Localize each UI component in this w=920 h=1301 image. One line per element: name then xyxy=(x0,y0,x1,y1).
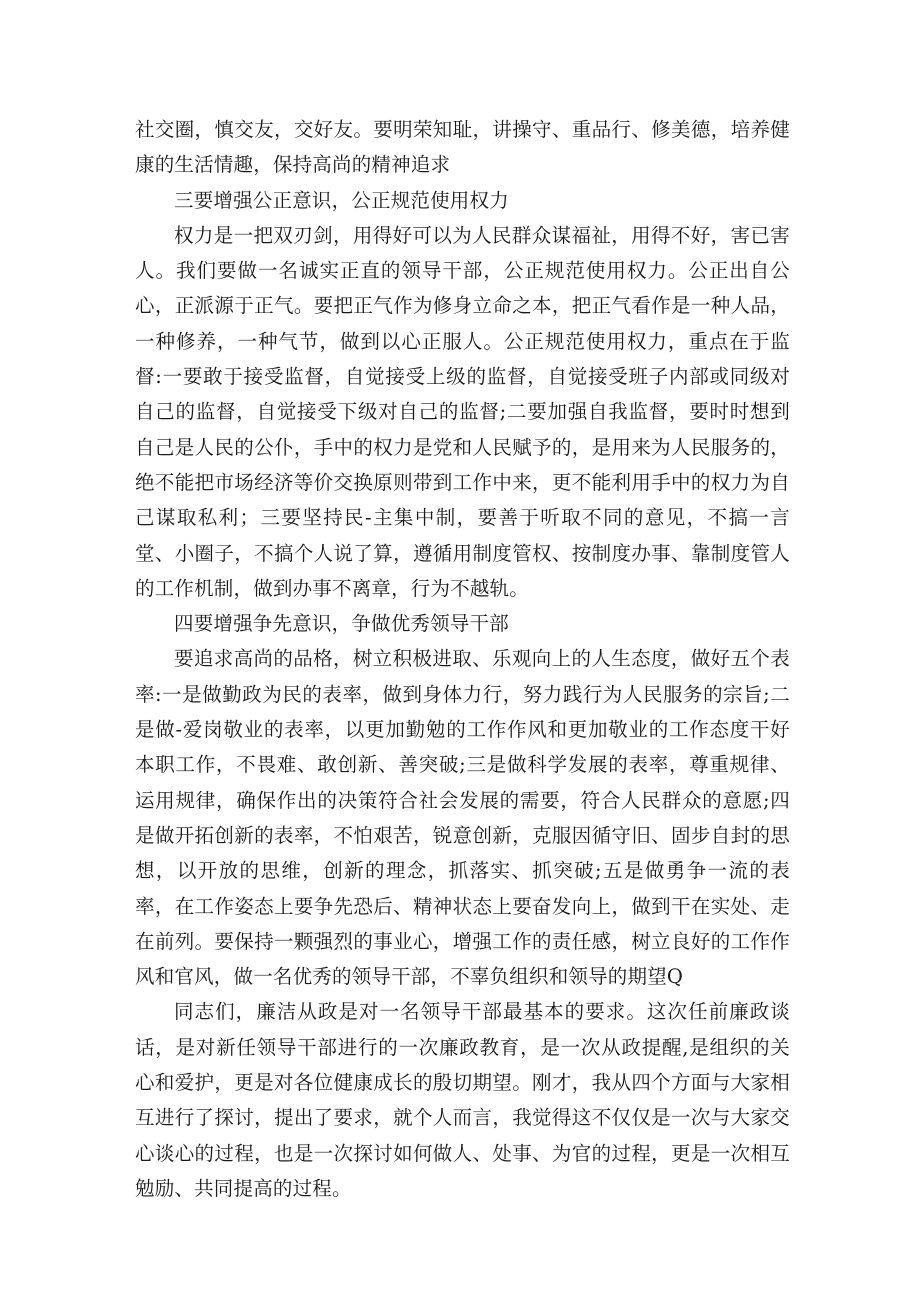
paragraph-power: 权力是一把双刃剑，用得好可以为人民群众谋福祉，用得不好，害已害人。我们要做一名诚实正直的领导干部，公正规范使用权力。公正出自公心，正派源于正气。要把正气作为修身立命之本，把正气看作是一种人品，一种修养，一种气节，做到以心正服人。公正规范使用权力，重点在于监督:一要敢于接受监督，自觉接受上级的监督，自觉接受班子内部或同级对自己的监督，自觉接受下级对自己的监督;二要加强自我监督，要时时想到自己是人民的公仆，手中的权力是党和人民赋予的，是用来为人民服务的，绝不能把市场经济等价交换原则带到工作中来，更不能利用手中的权力为自己谋取私利；三要坚持民-主集中制，要善于听取不同的意见，不搞一言堂、小圈子，不搞个人说了算，遵循用制度管权、按制度办事、靠制度管人的工作机制，做到办事不离章，行为不越轨。 xyxy=(135,223,790,600)
section-heading-3: 三要增强公正意识，公正规范使用权力 xyxy=(174,188,509,212)
document-body xyxy=(135,112,790,1206)
paragraph-conclusion: 同志们，廉洁从政是对一名领导干部最基本的要求。这次任前廉政谈话，是对新任领导干部进行的一次廉政教育，是一次从政提醒,是组织的关心和爱护，更是对各位健康成长的殷切期望。刚才，我从四个方面与大家相互进行了探讨，提出了要求，就个人而言，我觉得这不仅仅是一次与大家交心谈心的过程，也是一次探讨如何做人、处事、为官的过程，更是一次相互勉励、共同提高的过程。 xyxy=(135,1000,790,1200)
section-heading-4: 四要增强争先意识，争做优秀领导干部 xyxy=(174,612,509,636)
paragraph-excellence: 要追求高尚的品格，树立积极进取、乐观向上的人生态度，做好五个表率:一是做勤政为民的表率，做到身体力行，努力践行为人民服务的宗旨;二是做-爱岗敬业的表率，以更加勤勉的工作作风和更加敬业的工作态度干好本职工作，不畏难、敢创新、善突破;三是做科学发展的表率，尊重规律、运用规律，确保作出的决策符合社会发展的需要，符合人民群众的意愿;四是做开拓创新的表率，不怕艰苦，锐意创新，克服因循守旧、固步自封的思想，以开放的思维，创新的理念，抓落实、抓突破;五是做勇争一流的表率，在工作姿态上要争先恐后、精神状态上要奋发向上，做到干在实处、走在前列。要保持一颗强烈的事业心，增强工作的责任感，树立良好的工作作风和官风，做一名优秀的领导干部，不辜负组织和领导的期望Q xyxy=(135,647,790,989)
paragraph-continuation: 社交圈，慎交友，交好友。要明荣知耻，讲操守、重品行、修美德，培养健康的生活情趣，保持高尚的精神追求 xyxy=(135,118,790,177)
